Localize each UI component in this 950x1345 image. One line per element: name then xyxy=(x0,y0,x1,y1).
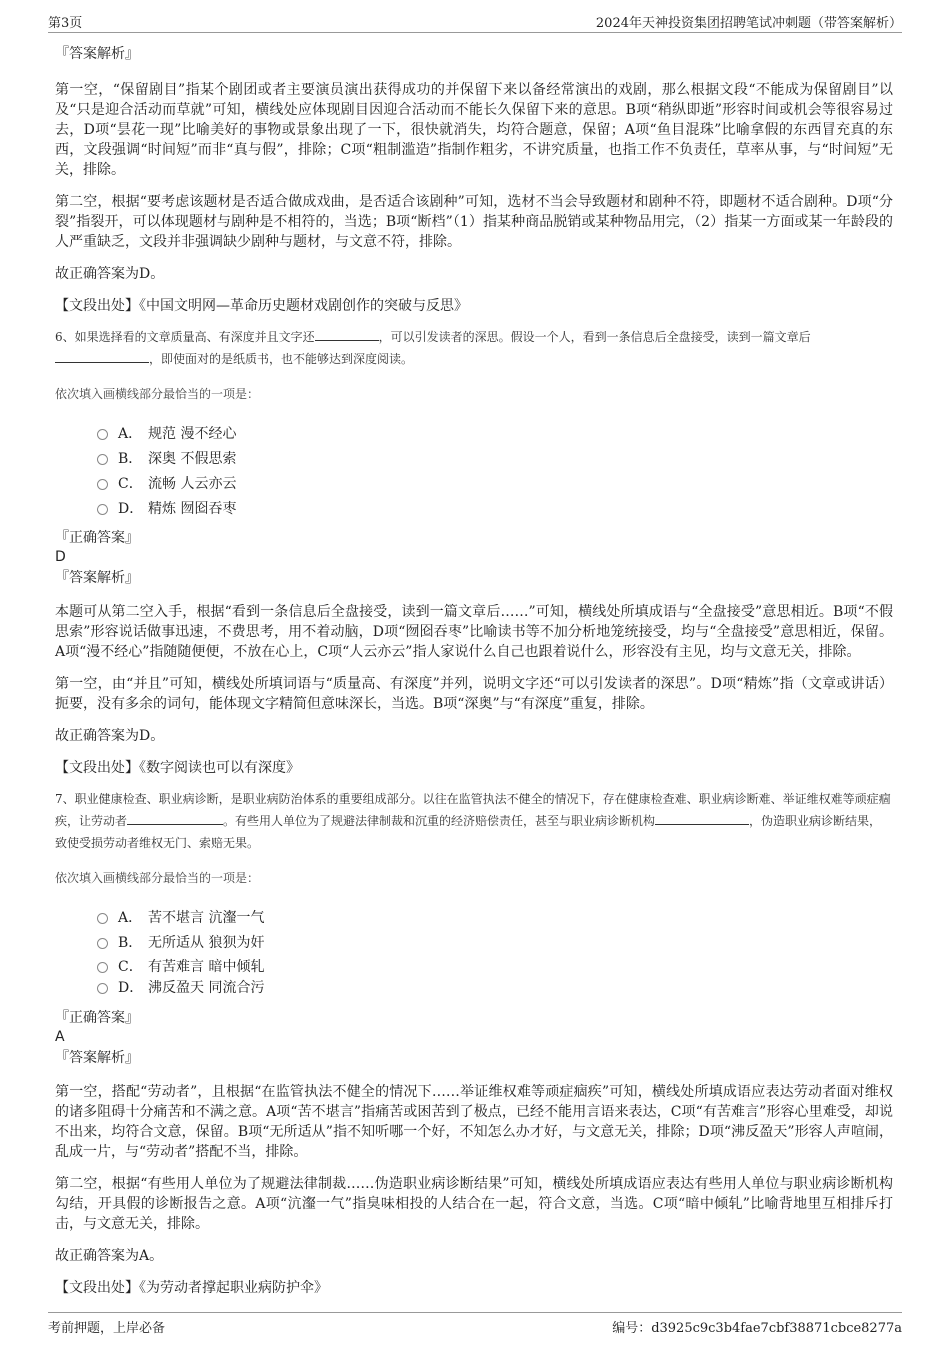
q6-blank-1 xyxy=(315,327,379,341)
document-id: 编号：d3925c9c3b4fae7cbf38871cbce8277a xyxy=(612,1321,902,1336)
q7-option-d[interactable]: D． 沸反盈天 同流合污 xyxy=(97,978,893,998)
q7-correct-answer: A xyxy=(55,1029,65,1045)
radio-icon[interactable] xyxy=(97,504,108,515)
q7-analysis-para: 第一空，搭配“劳动者”，且根据“在监管执法不健全的情况下……举证维权难等顽症痼疾”可知，横线处所填成语应表达劳动者面对维权的诸多阻碍十分痛苦和不满之意。A项“苦不堪言”指痛苦或困苦到了极点，已经不能用言语来表达，C项“有苦难言”形容心里难受，却说不出来，均符合文意，保留。B项“无所适从”指不知听哪一个好，不知怎么办才好，与文意无关，排除；D项“沸反盈天”形容人声喧闹，乱成一片，与“劳动者”搭配不当，排除。 xyxy=(55,1084,893,1160)
q7-correct-label: 『正确答案』 xyxy=(55,1010,139,1026)
page-content xyxy=(55,44,893,1298)
page-footer xyxy=(48,1312,902,1336)
q7-stem: 7、职业健康检查、职业病诊断，是职业病防治体系的重要组成部分。以往在监管执法不健全的情况下，存在健康检查难、职业病诊断难、举证维权难等顽症痼疾，让劳动者 。有些用人单位为了规避法律制裁和沉重的经济赔偿责任，甚至与职业病诊断机构 ，伪造职业病诊断结果，致使受损劳动者维权无门、索赔无果。 xyxy=(55,792,891,850)
q5-analysis-label: 『答案解析』 xyxy=(55,46,139,62)
q7-answer-line: 故正确答案为A。 xyxy=(55,1248,164,1264)
q6-source: 【文段出处】《数字阅读也可以有深度》 xyxy=(55,760,300,776)
q5-source: 【文段出处】《中国文明网—革命历史题材戏剧创作的突破与反思》 xyxy=(55,298,468,314)
q6-prompt: 依次填入画横线部分最恰当的一项是： xyxy=(55,387,260,401)
q7-options xyxy=(55,906,893,998)
q7-blank-1 xyxy=(127,811,223,825)
q5-analysis-para: 第一空，“保留剧目”指某个剧团或者主要演员演出获得成功的并保留下来以备经常演出的戏剧，那么根据文段“不能成为保留剧目”以及“只是迎合活动而草就”可知，横线处应体现剧目因迎合活动而不能长久保留下来的意思。B项“稍纵即逝”形容时间或机会等很容易过去，D项“昙花一现”比喻美好的事物或景象出现了一下，很快就消失，均符合题意，保留；A项“鱼目混珠”比喻拿假的东西冒充真的东西，文段强调“时间短”而非“真与假”，排除；C项“粗制滥造”指制作粗劣，不讲究质量，也指工作不负责任，草率从事，与“时间短”无关，排除。 xyxy=(55,82,893,178)
q6-stem: 6、如果选择看的文章质量高、有深度并且文字还 ，可以引发读者的深思。假设一个人，看到一条信息后全盘接受，读到一篇文章后，即使面对的是纸质书，也不能够达到深度阅读。 xyxy=(55,326,893,370)
q7-blank-2 xyxy=(655,811,749,825)
q7-option-c[interactable]: C． 有苦难言 暗中倾轧 xyxy=(97,956,893,978)
radio-icon[interactable] xyxy=(97,479,108,490)
q6-option-d[interactable]: D． 精炼 囫囵吞枣 xyxy=(97,497,893,522)
q6-option-a[interactable]: A． 规范 漫不经心 xyxy=(97,422,893,447)
q6-correct-answer: D xyxy=(55,549,66,565)
q7-analysis-para: 第二空，根据“有些用人单位为了规避法律制裁……伪造职业病诊断结果”可知，横线处所填成语应表达有些用人单位与职业病诊断机构勾结，开具假的诊断报告之意。A项“沆瀣一气”指臭味相投的人结合在一起，符合文意，当选。C项“暗中倾轧”比喻背地里互相排斥打击，与文意无关，排除。 xyxy=(55,1176,893,1232)
q6-answer-line: 故正确答案为D。 xyxy=(55,728,165,744)
radio-icon[interactable] xyxy=(97,913,108,924)
q6-correct-label: 『正确答案』 xyxy=(55,530,139,546)
q7-source: 【文段出处】《为劳动者撑起职业病防护伞》 xyxy=(55,1280,328,1296)
document-title: 2024年天神投资集团招聘笔试冲刺题（带答案解析） xyxy=(595,16,902,31)
q7-prompt: 依次填入画横线部分最恰当的一项是： xyxy=(55,871,260,885)
q6-blank-2 xyxy=(55,349,149,363)
q7-option-a[interactable]: A． 苦不堪言 沆瀣一气 xyxy=(97,906,893,931)
q5-analysis-para: 第二空，根据“要考虑该题材是否适合做成戏曲，是否适合该剧种”可知，选材不当会导致题材和剧种不符，即题材不适合剧种。D项“分裂”指裂开，可以体现题材与剧种是不相符的，当选；B项“断档”（1）指某种商品脱销或某种物品用完，（2）指某一方面或某一年龄段的人严重缺乏，文段并非强调缺少剧种与题材，与文意不符，排除。 xyxy=(55,194,893,250)
q5-answer-line: 故正确答案为D。 xyxy=(55,266,165,282)
q6-option-b[interactable]: B． 深奥 不假思索 xyxy=(97,447,893,472)
page-number: 第3页 xyxy=(48,16,83,31)
radio-icon[interactable] xyxy=(97,454,108,465)
q7-analysis-label: 『答案解析』 xyxy=(55,1050,139,1066)
page-header xyxy=(48,12,902,33)
radio-icon[interactable] xyxy=(97,983,108,994)
q6-analysis-label: 『答案解析』 xyxy=(55,570,139,586)
q6-analysis-para: 第一空，由“并且”可知，横线处所填词语与“质量高、有深度”并列，说明文字还“可以引发读者的深思”。D项“精炼”指（文章或讲话）扼要，没有多余的词句，能体现文字精简但意味深长，当选。B项“深奥”与“有深度”重复，排除。 xyxy=(55,676,893,712)
q6-options xyxy=(55,422,893,522)
radio-icon[interactable] xyxy=(97,962,108,973)
q6-analysis-para: 本题可从第二空入手，根据“看到一条信息后全盘接受，读到一篇文章后……”可知，横线处所填成语与“全盘接受”意思相近。B项“不假思索”形容说话做事迅速，不费思考，用不着动脑，D项“囫囵吞枣”比喻读书等不加分析地笼统接受，均与“全盘接受”意思相近，保留。A项“漫不经心”指随随便便，不放在心上，C项“人云亦云”指人家说什么自己也跟着说什么，形容没有主见，均与文意无关，排除。 xyxy=(55,604,893,660)
q7-option-b[interactable]: B． 无所适从 狼狈为奸 xyxy=(97,931,893,956)
footer-slogan: 考前押题，上岸必备 xyxy=(48,1321,166,1336)
radio-icon[interactable] xyxy=(97,938,108,949)
radio-icon[interactable] xyxy=(97,429,108,440)
q6-option-c[interactable]: C． 流畅 人云亦云 xyxy=(97,472,893,497)
